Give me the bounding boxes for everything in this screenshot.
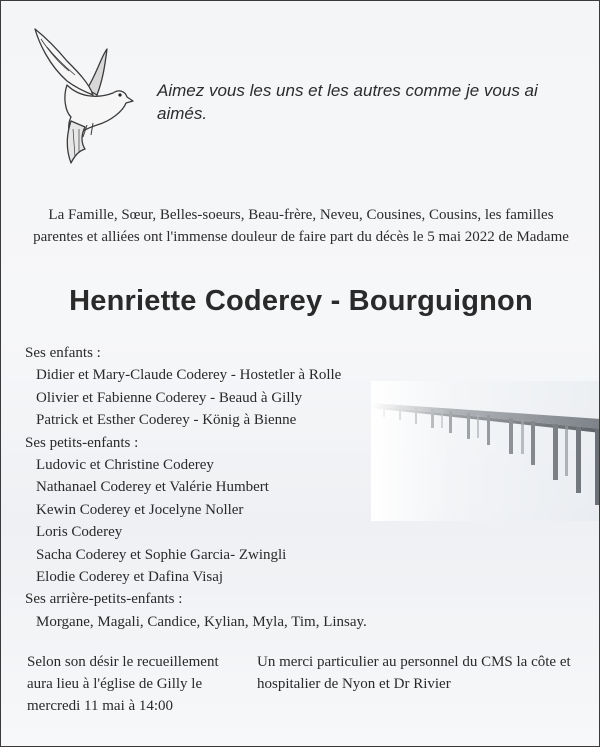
- grandchild-item: Ludovic et Christine Coderey: [36, 457, 214, 474]
- child-item: Olivier et Fabienne Coderey - Beaud à Gilly: [36, 389, 303, 406]
- grandchild-item: Sacha Coderey et Sophie Garcia- Zwingli: [36, 546, 287, 563]
- grandchild-item: Nathanael Coderey et Valérie Humbert: [36, 479, 269, 496]
- quote-text: Aimez vous les uns et les autres comme je vous ai aimés.: [157, 81, 538, 123]
- announcement-text: La Famille, Sœur, Belles-soeurs, Beau-frère, Neveu, Cousines, Cousins, les familles parentes et alliées ont l'immense douleur de faire part du décès le 5 mai 2022 de Madame: [33, 207, 569, 245]
- pier-image: [371, 381, 600, 521]
- ceremony-text: Selon son désir le recueillement aura lieu à l'église de Gilly le mercredi 11 mai à 14:00: [27, 654, 219, 714]
- dove-icon: [27, 25, 137, 171]
- great-grandchildren-list: Morgane, Magali, Candice, Kylian, Myla, Tim, Linsay.: [36, 613, 367, 630]
- deceased-name: Henriette Coderey - Bourguignon: [69, 285, 533, 317]
- grandchild-item: Loris Coderey: [36, 524, 123, 541]
- great-grandchildren-header: Ses arrière-petits-enfants :: [25, 591, 183, 608]
- children-header: Ses enfants :: [25, 345, 101, 361]
- family-list: [25, 342, 367, 633]
- child-item: Patrick et Esther Coderey - König à Bienne: [36, 412, 297, 429]
- grandchildren-header: Ses petits-enfants :: [25, 434, 139, 451]
- thanks-text: Un merci particulier au personnel du CMS la côte et hospitalier de Nyon et Dr Rivier: [257, 654, 571, 692]
- child-item: Didier et Mary-Claude Coderey - Hostetler à Rolle: [36, 367, 342, 384]
- grandchild-item: Kewin Coderey et Jocelyne Noller: [36, 501, 244, 518]
- grandchild-item: Elodie Coderey et Dafina Visaj: [36, 569, 224, 586]
